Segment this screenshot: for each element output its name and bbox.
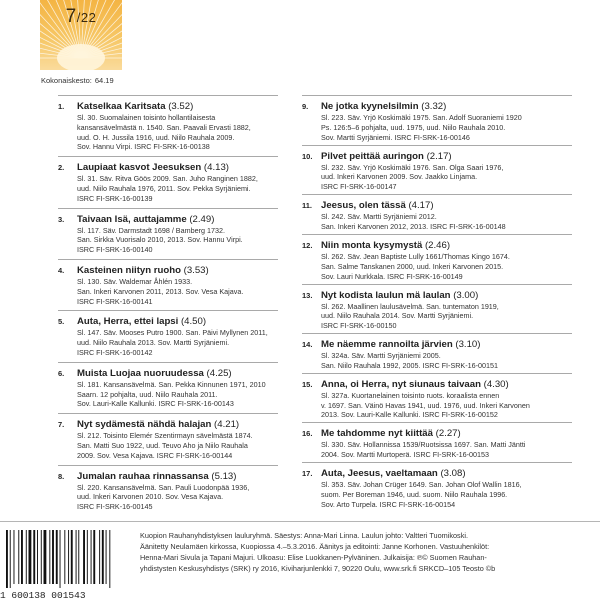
- divider: [302, 95, 572, 96]
- track-number: 3.: [58, 214, 65, 224]
- track-info-line: uud. Inkeri Karvonen 2009. Sov. Jaakko Linjama.: [321, 172, 478, 182]
- track-title: Katselkaa Karitsata: [77, 101, 166, 112]
- track-title: Muista Luojaa nuoruudessa: [77, 367, 204, 379]
- track-info-line: Sl. 232. Säv. Yrjö Koskimäki 1976. San. Olga Saari 1976,: [321, 162, 504, 172]
- track-item: [58, 156, 278, 203]
- track-info-line: Sov. Hannu Virpi. ISRC FI-SRK-16-00138: [77, 142, 210, 152]
- disc-number-total: /22: [76, 10, 97, 25]
- track-title: Kasteinen niityn ruoho: [77, 264, 181, 276]
- divider: [302, 194, 572, 195]
- track-number: 5.: [58, 317, 65, 327]
- track-number: 12.: [302, 240, 313, 250]
- track-duration: (3.32): [421, 101, 447, 112]
- track-info-line: Sl. 30. Suomalainen toisinto hollantilaisesta: [77, 113, 216, 122]
- divider: [302, 333, 572, 334]
- track-title: Me tahdomme nyt kiittää: [321, 428, 433, 440]
- track-info-line: Sl. 330. Säv. Hollannissa 1539/Ruotsissa 1697. San. Matti Jäntti: [321, 440, 526, 450]
- barcode-icon: [4, 530, 130, 588]
- track-info-line: ISRC FI-SRK-16-00140: [77, 245, 153, 255]
- track-info-line: uud. Niilo Rauhala 2014. Sov. Martti Syrjäniemi.: [321, 311, 474, 321]
- track-info-line: ISRC FI-SRK-16-00139: [77, 193, 153, 203]
- track-info-line: Sl. 130. Säv. Waldemar Åhlén 1933.: [77, 276, 193, 286]
- track-number: 4.: [58, 265, 65, 275]
- track-item: [302, 284, 572, 331]
- divider: [302, 373, 572, 374]
- track-title-line: [321, 428, 572, 440]
- track-title-line: [321, 101, 572, 113]
- track-info-line: uud. Niilo Rauhala 2013. Sov. Martti Syrjäniemi.: [77, 338, 230, 348]
- track-title-line: [77, 162, 278, 174]
- track-number: 1.: [58, 102, 65, 111]
- divider: [58, 362, 278, 363]
- track-duration: (4.13): [203, 162, 229, 174]
- credits-line: Kuopion Rauhanyhdistyksen lauluryhmä. Säestys: Anna-Mari Linna. Laulun johto: Valtteri Tuomikoski.: [140, 531, 468, 540]
- track-title-line: [77, 214, 278, 226]
- total-duration-label: Kokonaiskesto:: [41, 76, 92, 85]
- track-info-line: Sl. 262. Maallinen laulusävelmä. San. tuntematon 1919,: [321, 301, 499, 311]
- track-number: 9.: [302, 102, 309, 111]
- track-info-line: uud. Inkeri Karvonen 2010. Sov. Vesa Kajava.: [77, 492, 224, 502]
- divider: [58, 465, 278, 466]
- track-title: Me näemme rannoilta järvien: [321, 339, 453, 351]
- track-number: 2.: [58, 163, 65, 173]
- track-info-line: uud. Niilo Rauhala 1976, 2011. Sov. Pekka Syrjäniemi.: [77, 183, 251, 193]
- total-duration: [41, 76, 114, 85]
- divider: [302, 145, 572, 146]
- track-list-right: [302, 95, 572, 512]
- track-number: 8.: [58, 471, 65, 481]
- track-info-line: Sl. 147. Säv. Mooses Putro 1900. San. Päivi Myllynen 2011,: [77, 328, 268, 338]
- track-item: [302, 462, 572, 509]
- track-title: Niin monta kysymystä: [321, 239, 423, 251]
- track-item: [58, 362, 278, 409]
- track-info-line: Sl. 262. Säv. Jean Baptiste Lully 1661/Thomas Kingo 1674.: [321, 251, 510, 261]
- track-title: Ne jotka kyynelsilmin: [321, 101, 419, 112]
- credits-line: yhdistysten Keskusyhdistys (SRK) ry 2016, Kiviharjunlenkki 7, 90220 Oulu, www.srk.fi SRKCD–105 Teosto ©b: [140, 564, 496, 574]
- track-title-line: [77, 265, 278, 277]
- track-item: [302, 194, 572, 232]
- track-duration: (3.10): [455, 339, 481, 351]
- track-number: 15.: [302, 379, 313, 389]
- track-title: Pilvet peittää auringon: [321, 150, 424, 162]
- track-number: 13.: [302, 290, 313, 300]
- credits-line: Äänitetty Neulamäen kirkossa, Kuopiossa 4.–5.3.2016. Äänitys ja editointi: Janne Korhonen. Vastuuhenkilöt:: [140, 542, 490, 552]
- track-item: [302, 234, 572, 281]
- track-info-line: v. 1697. San. Väinö Havas 1941, uud. 1976, uud. Inkeri Karvonen: [321, 400, 530, 410]
- track-duration: (4.21): [214, 419, 240, 431]
- track-info-line: uud. O. H. Jussila 1916, uud. Niilo Rauhala 2009.: [77, 132, 235, 142]
- track-info-line: Sl. 181. Kansansävelmä. San. Pekka Kinnunen 1971, 2010: [77, 379, 266, 389]
- track-info-line: ISRC FI-SRK-16-00142: [77, 347, 153, 357]
- track-info-line: Sov. Lauri Nurkkala. ISRC FI-SRK-16-00149: [321, 271, 463, 281]
- track-info-line: Sl. 242. Säv. Martti Syrjäniemi 2012.: [321, 212, 437, 222]
- track-title-line: [321, 468, 572, 480]
- track-title: Auta, Jeesus, vaeltamaan: [321, 468, 438, 480]
- track-title-line: [77, 368, 278, 380]
- track-info-line: Sov. Arto Turpela. ISRC FI-SRK-16-00154: [321, 499, 456, 509]
- track-info-line: 2004. Sov. Martti Murtoperä. ISRC FI-SRK-16-00153: [321, 450, 490, 460]
- track-item: [302, 145, 572, 192]
- track-duration: (4.50): [180, 316, 207, 328]
- credits-line: Henna-Mari Sivula ja Tapani Majuri. Ulkoasu: Elise Luokkanen-Pylväninen. Julkaisija: ℗© Suomen Rauhan-: [140, 553, 487, 563]
- track-title: Anna, oi Herra, nyt siunaus taivaan: [321, 378, 481, 390]
- divider: [58, 156, 278, 157]
- track-item: [58, 310, 278, 357]
- track-item: [302, 373, 572, 420]
- track-duration: (3.52): [168, 101, 194, 112]
- track-info-line: ISRC FI-SRK-16-00141: [77, 296, 153, 306]
- track-info-line: Sl. 117. Säv. Darmstadt 1698 / Bamberg 1732.: [77, 225, 225, 235]
- track-info-line: Sl. 212. Toisinto Elemér Szentirmayn sävelmästä 1874.: [77, 431, 253, 441]
- track-item: [58, 259, 278, 306]
- divider: [58, 413, 278, 414]
- track-title: Auta, Herra, ettei lapsi: [77, 316, 179, 328]
- track-title-line: [77, 316, 278, 328]
- divider: [302, 234, 572, 235]
- track-info-line: ISRC FI-SRK-16-00145: [77, 502, 153, 512]
- track-info-line: Ps. 126:5–6 pohjalta, uud. 1975, uud. Niilo Rauhala 2010.: [321, 122, 506, 132]
- track-item: [302, 95, 572, 142]
- track-title-line: [321, 240, 572, 252]
- track-item: [302, 422, 572, 460]
- track-title-line: [321, 151, 572, 163]
- track-item: [58, 95, 278, 152]
- track-title: Taivaan Isä, auttajamme: [77, 213, 187, 225]
- footer: [0, 521, 600, 600]
- track-number: 6.: [58, 368, 65, 378]
- track-info-line: San. Sirkka Vuorisalo 2010, 2013. Sov. Hannu Virpi.: [77, 235, 243, 245]
- track-duration: (3.53): [183, 264, 209, 276]
- divider: [58, 259, 278, 260]
- track-info-line: ISRC FI-SRK-16-00150: [321, 321, 397, 331]
- track-item: [58, 465, 278, 512]
- track-info-line: San. Inkeri Karvonen 2011, 2013. Sov. Vesa Kajava.: [77, 286, 244, 296]
- divider: [302, 284, 572, 285]
- track-item: [58, 413, 278, 460]
- track-list-left: [58, 95, 278, 516]
- track-number: 11.: [302, 201, 313, 211]
- track-info-line: San. Inkeri Karvonen 2012, 2013. ISRC FI-SRK-16-00148: [321, 221, 506, 231]
- track-title-line: [77, 471, 278, 483]
- track-title-line: [321, 200, 572, 212]
- track-info-line: San. Matti Suo 1922, uud. Teuvo Aho ja Niilo Rauhala: [77, 440, 248, 450]
- track-info-line: Sl. 31. Säv. Ritva Göös 2009. San. Juho Ranginen 1882,: [77, 174, 258, 184]
- track-title-line: [321, 290, 572, 302]
- track-title: Nyt sydämestä nähdä halajan: [77, 419, 212, 431]
- divider: [58, 310, 278, 311]
- track-info-line: Sov. Martti Syrjäniemi. ISRC FI-SRK-16-00146: [321, 132, 470, 142]
- track-duration: (4.30): [483, 378, 509, 390]
- disc-number: [40, 6, 122, 28]
- track-duration: (2.49): [189, 213, 215, 225]
- track-info-line: 2013. Sov. Lauri-Kalle Kallunki. ISRC FI-SRK-16-00152: [321, 410, 498, 420]
- track-title: Laupiaat kasvot Jeesuksen: [77, 162, 202, 174]
- track-number: 7.: [58, 420, 65, 430]
- track-duration: (3.00): [453, 289, 479, 301]
- barcode-digits: 1 600138 001543: [0, 590, 86, 600]
- total-duration-value: 64.19: [94, 76, 114, 85]
- track-item: [302, 333, 572, 371]
- track-duration: (4.17): [408, 200, 434, 212]
- track-duration: (3.08): [440, 468, 466, 480]
- divider: [302, 422, 572, 423]
- divider: [302, 462, 572, 463]
- track-title-line: [77, 419, 278, 431]
- credits-text: [140, 530, 590, 574]
- disc-number-current: 7: [65, 6, 77, 27]
- track-info-line: ISRC FI-SRK-16-00147: [321, 182, 397, 192]
- disc-logo: [40, 0, 122, 70]
- track-info-line: 2009. Sov. Vesa Kajava. ISRC FI-SRK-16-00144: [77, 450, 233, 460]
- track-info-line: kansansävelmästä n. 1540. San. Paavali Ervasti 1882,: [77, 122, 251, 132]
- track-info-line: San. Salme Tanskanen 2000, uud. Inkeri Karvonen 2015.: [321, 261, 504, 271]
- track-number: 16.: [302, 429, 313, 439]
- track-duration: (4.25): [206, 367, 232, 379]
- track-info-line: San. Niilo Rauhala 1992, 2005. ISRC FI-SRK-16-00151: [321, 360, 498, 370]
- track-number: 14.: [302, 340, 313, 350]
- track-title-line: [321, 339, 572, 351]
- track-title: Jeesus, olen tässä: [321, 200, 406, 212]
- divider: [58, 95, 278, 96]
- track-info-line: Sl. 353. Säv. Johan Crüger 1649. San. Johan Olof Wallin 1816,: [321, 480, 522, 490]
- track-info-line: Sl. 220. Kansansävelmä. San. Pauli Luodonpää 1936,: [77, 482, 250, 492]
- track-title: Nyt kodista laulun mä laulan: [321, 289, 451, 301]
- track-duration: (2.27): [435, 428, 461, 440]
- track-info-line: Sl. 324a. Säv. Martti Syrjäniemi 2005.: [321, 351, 441, 361]
- track-info-line: Sov. Lauri-Kalle Kallunki. ISRC FI-SRK-16-00143: [77, 399, 234, 409]
- track-duration: (2.17): [426, 150, 452, 162]
- track-duration: (2.46): [424, 239, 451, 251]
- track-title: Jumalan rauhaa rinnassansa: [77, 470, 209, 482]
- track-title-line: [321, 379, 572, 391]
- divider: [58, 208, 278, 209]
- track-number: 10.: [302, 151, 313, 161]
- track-info-line: Sl. 223. Säv. Yrjö Koskimäki 1975. San. Adolf Suoraniemi 1920: [321, 113, 522, 122]
- track-title-line: [77, 101, 278, 113]
- track-duration: (5.13): [211, 470, 237, 482]
- track-info-line: Saarn. 12 pohjalta, uud. Niilo Rauhala 2011.: [77, 389, 218, 399]
- track-number: 17.: [302, 469, 313, 479]
- track-info-line: Sl. 327a. Kuortanelainen toisinto ruots. koraalista ennen: [321, 390, 500, 400]
- track-item: [58, 208, 278, 255]
- track-info-line: suom. Per Boreman 1946, uud. suom. Niilo Rauhala 1996.: [321, 490, 508, 500]
